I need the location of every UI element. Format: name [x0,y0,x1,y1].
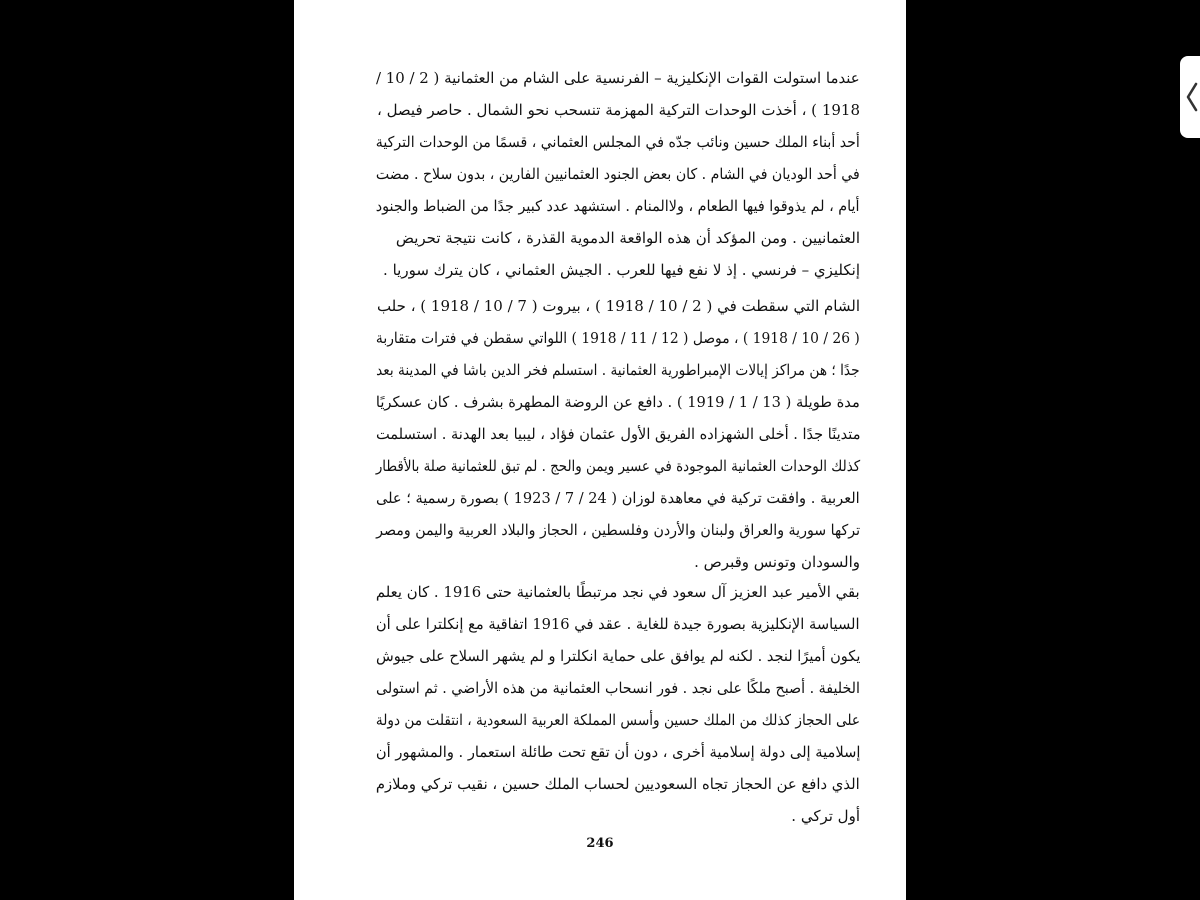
text-line: السياسة الإنكليزية بصورة جيدة للغاية . عقد في 1916 اتفاقية مع إنكلترا على أن [376,615,860,633]
text-line: بقي الأمير عبد العزيز آل سعود في نجد مرتبطًا بالعثمانية حتى 1916 . كان يعلم [376,583,860,601]
text-line: مدة طويلة ( 13 / 1 / 1919 ) . دافع عن الروضة المطهرة بشرف . كان عسكريًا [376,393,860,411]
text-line: يكون أميرًا لنجد . لكنه لم يوافق على حماية انكلترا و لم يشهر السلاح على جيوش [375,647,860,665]
text-line: أيام ، لم يذوقوا فيها الطعام ، ولاالمنام . استشهد عدد كبير جدًا من الضباط والجنود [376,197,860,215]
text-line: الذي دافع عن الحجاز تجاه السعوديين لحساب الملك حسين ، نقيب تركي وملازم [376,775,860,793]
text-line: العثمانيين . ومن المؤكد أن هذه الواقعة الدموية القذرة ، كانت نتيجة تحريض [395,229,860,247]
text-line: على الحجاز كذلك من الملك حسين وأسس المملكة العربية السعودية ، انتقلت من دولة [375,711,860,729]
chevron-left-icon [1185,80,1199,114]
text-line: 1918 ) ، أخذت الوحدات التركية المهزمة تنسحب نحو الشمال . حاصر فيصل ، [376,101,860,119]
text-line: الخليفة . أصبح ملكًا على نجد . فور انسحاب العثمانية من هذه الأراضي . ثم استولى [376,679,860,697]
text-line: أول تركي . [791,807,860,825]
text-line: جدًا ؛ هن مراكز إيالات الإمبراطورية العثمانية . استسلم فخر الدين باشا في المدينة بعد [376,361,860,379]
text-line: أحد أبناء الملك حسين ونائب جدّه في المجلس العثماني ، قسمًا من الوحدات التركية [375,133,860,151]
text-line: عندما استولت القوات الإنكليزية – الفرنسية على الشام من العثمانية ( 2 / 10 / [376,69,860,87]
text-line: ( 26 / 10 / 1918 ) ، موصل ( 12 / 11 / 1918 ) اللواتي سقطن في فترات متقاربة [376,329,860,347]
text-line: والسودان وتونس وقبرص . [694,553,860,571]
text-line: الشام التي سقطت في ( 2 / 10 / 1918 ) ، بيروت ( 7 / 10 / 1918 ) ، حلب [376,297,860,315]
document-page [294,0,906,900]
text-line: تركها سورية والعراق ولبنان والأردن وفلسطين ، الحجاز والبلاد العربية واليمن ومصر [376,521,860,539]
text-line: إنكليزي – فرنسي . إذ لا نفع فيها للعرب . الجيش العثماني ، كان يترك سوريا . [383,261,860,279]
text-line: متدينًا جدًا . أخلى الشهزاده الفريق الأول عثمان فؤاد ، ليبيا بعد الهدنة . استسلمت [375,425,860,443]
text-line: في أحد الوديان في الشام . كان بعض الجنود العثمانيين الفارين ، بدون سلاح . مضت [376,165,860,183]
side-panel-tab[interactable] [1180,56,1200,138]
text-line: كذلك الوحدات العثمانية الموجودة في عسير ويمن والحج . لم تبق للعثمانية صلة بالأقطار [375,457,860,475]
text-line: إسلامية إلى دولة إسلامية أخرى ، دون أن تقع تحت طائلة استعمار . والمشهور أن [375,743,860,761]
page-number: 246 [586,836,614,851]
text-line: العربية . وافقت تركية في معاهدة لوزان ( 24 / 7 / 1923 ) بصورة رسمية ؛ على [376,489,860,507]
